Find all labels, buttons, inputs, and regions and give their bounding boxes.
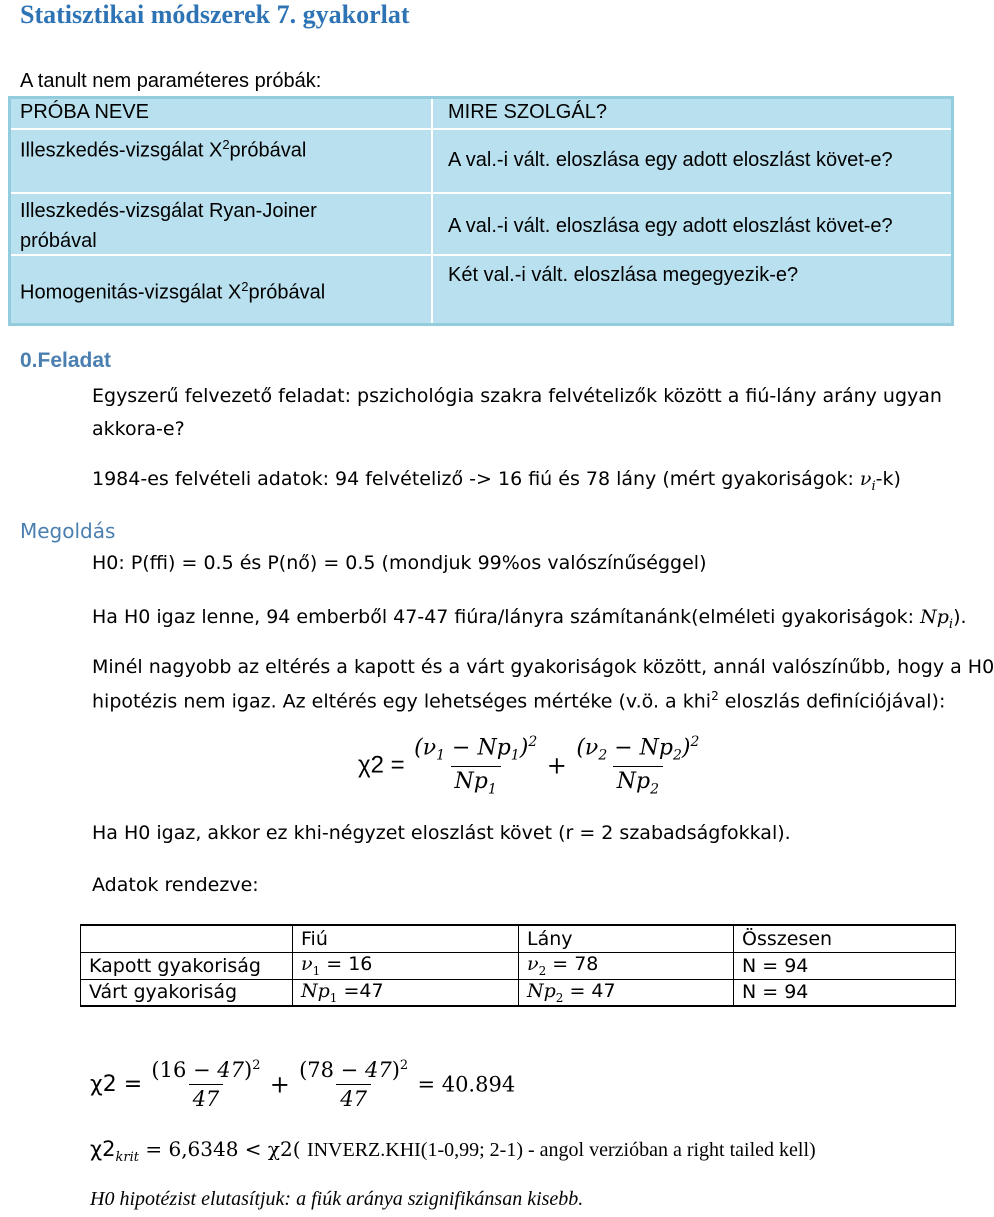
table-divider — [431, 99, 433, 323]
solution-heading: Megoldás — [20, 519, 116, 543]
deviation-para-line1: Minél nagyobb az eltérés a kapott és a várt gyakoriságok között, annál valószínűbb, hogy a H0 — [92, 656, 994, 678]
tests-header-purpose: MIRE SZOLGÁL? — [448, 101, 607, 123]
frequency-table — [80, 924, 956, 1007]
intro-text: A tanult nem paraméteres próbák: — [20, 70, 322, 92]
table-header-cell: Lány — [519, 925, 734, 952]
tests-row-purpose: Két val.-i vált. eloszlása megegyezik-e? — [448, 264, 799, 286]
table-header-cell: Összesen — [734, 925, 956, 952]
chi-square-calculation: χ2 = $\frac{(16 - 47)^2}{47}$ + $\frac{(78 - 47)^2}{47}$ = 40.894 — [90, 1058, 516, 1111]
conclusion: H0 hipotézist elutasítjuk: a fiúk aránya szignifikánsan kisebb. — [90, 1188, 584, 1210]
table-cell: N = 94 — [734, 952, 956, 979]
tests-header-name: PRÓBA NEVE — [20, 101, 149, 123]
task-heading: 0.Feladat — [20, 349, 112, 372]
tests-row-name: Homogenitás-vizsgálat $X^2próbával$ — [20, 279, 326, 304]
table-row — [81, 925, 956, 952]
task-text-line1: Egyszerű felvezető feladat: pszichológia szakra felvételizők között a fiú-lány arány ugyan — [92, 385, 942, 407]
chi-square-formula: χ2 = $\frac{(\nu_1 - Np_1)^2}{Np_1}$ + $\frac{(\nu_2 - Np_2)^2}{Np_2}$ — [358, 734, 700, 798]
task-text-line2: akkora-e? — [92, 418, 185, 440]
table-divider — [11, 128, 951, 130]
deviation-para-line2: hipotézis nem igaz. Az eltérés egy lehetséges mértéke (v.ö. a khi$^2$ eloszlás definíciójával): — [92, 689, 946, 713]
table-cell: Kapott gyakoriság — [81, 952, 293, 979]
task-data-text: 1984-es felvételi adatok: 94 felvételiző -> 16 fiú és 78 lány (mért gyakoriságok: $\nu_i-k$) — [92, 468, 901, 494]
table-row — [81, 979, 956, 1006]
table-divider — [11, 254, 951, 256]
table-cell: $Np_1 =47$ — [293, 979, 519, 1006]
critical-value-line: $\chi 2_{krit} = 6,6348 < \chi 2$( INVERZ.KHI(1-0,99; 2-1) - angol verzióban a right tailed kell) — [90, 1137, 816, 1165]
table-cell: $\nu_2 = 78$ — [519, 952, 734, 979]
tests-row-name: próbával — [20, 230, 97, 252]
tests-row-purpose: A val.-i vált. eloszlása egy adott eloszlást követ-e? — [448, 149, 893, 171]
table-cell: N = 94 — [734, 979, 956, 1006]
arranged-label: Adatok rendezve: — [92, 874, 259, 896]
tests-table — [8, 96, 954, 326]
chi-distribution-note: Ha H0 igaz, akkor ez khi-négyzet eloszlást követ (r = 2 szabadságfokkal). — [92, 822, 791, 844]
table-cell: $\nu_1 = 16$ — [293, 952, 519, 979]
tests-row-purpose: A val.-i vált. eloszlása egy adott eloszlást követ-e? — [448, 215, 893, 237]
page-title: Statisztikai módszerek 7. gyakorlat — [20, 0, 410, 29]
table-divider — [11, 192, 951, 194]
tests-row-name: Illeszkedés-vizsgálat Ryan-Joiner — [20, 200, 317, 222]
null-hypothesis: H0: P(ffi) = 0.5 és P(nő) = 0.5 (mondjuk 99%os valószínűséggel) — [92, 552, 707, 574]
table-header-cell — [81, 925, 293, 952]
tests-row-name: Illeszkedés-vizsgálat $X^2próbával$ — [20, 137, 307, 162]
expected-text: Ha H0 igaz lenne, 94 emberből 47-47 fiúra/lányra számítanánk(elméleti gyakoriságok: $Np_i$). — [92, 606, 967, 632]
table-row — [81, 952, 956, 979]
table-cell: $Np_2 = 47$ — [519, 979, 734, 1006]
table-header-cell: Fiú — [293, 925, 519, 952]
table-cell: Várt gyakoriság — [81, 979, 293, 1006]
